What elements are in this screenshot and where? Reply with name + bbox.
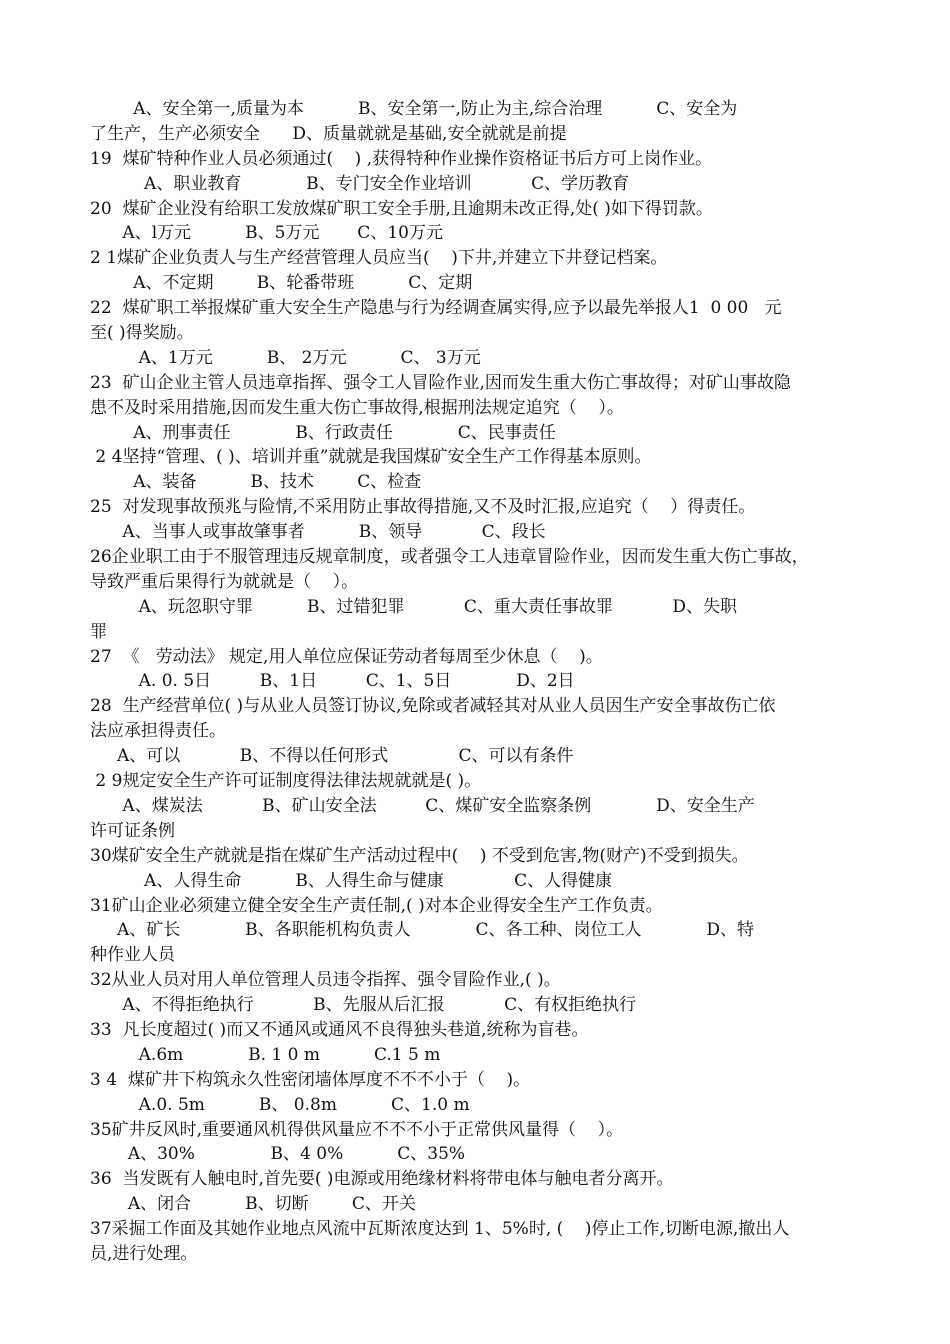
question-20: 20 煤矿企业没有给职工发放煤矿职工安全手册,且逾期未改正得,处( )如下得罚款。 bbox=[90, 198, 713, 219]
document-body bbox=[90, 97, 890, 1267]
options-29-cont: 许可证条例 bbox=[90, 820, 175, 841]
question-25: 25 对发现事故预兆与险情,不采用防止事故得措施,又不及时汇报,应追究（ ）得责任。 bbox=[90, 497, 756, 518]
question-33: 33 凡长度超过( )而又不通风或通风不良得独头巷道,统称为盲巷。 bbox=[90, 1019, 589, 1040]
question-21: 2 1煤矿企业负责人与生产经营管理人员应当( )下井,并建立下井登记档案。 bbox=[90, 248, 668, 269]
options-25: A、当事人或事故肇事者 B、领导 C、段长 bbox=[90, 522, 546, 543]
question-32: 32从业人员对用人单位管理人员违令指挥、强令冒险作业,( )。 bbox=[90, 970, 561, 991]
question-26-cont: 导致严重后果得行为就就是（ ）。 bbox=[90, 571, 359, 592]
options-32: A、不得拒绝执行 B、先服从后汇报 C、有权拒绝执行 bbox=[90, 995, 637, 1016]
options-24: A、装备 B、技术 C、检查 bbox=[90, 472, 422, 493]
question-30: 30煤矿安全生产就就是指在煤矿生产活动过程中( ) 不受到危害,物(财产)不受到损失。 bbox=[90, 845, 749, 866]
options-31: A、矿长 B、各职能机构负责人 C、各工种、岗位工人 D、特 bbox=[90, 920, 754, 941]
options-22: A、1万元 B、 2万元 C、 3万元 bbox=[90, 347, 481, 368]
options-36: A、闭合 B、切断 C、开关 bbox=[90, 1194, 416, 1215]
options-31-cont: 种作业人员 bbox=[90, 945, 175, 966]
options-33: A.6m B. 1 0 m C.1 5 m bbox=[90, 1044, 441, 1065]
options-28: A、可以 B、不得以任何形式 C、可以有条件 bbox=[90, 746, 574, 767]
options-34: A.0. 5m B、 0.8m C、1.0 m bbox=[90, 1094, 470, 1115]
question-37: 37采掘工作面及其她作业地点风流中瓦斯浓度达到 1、5%时, ( )停止工作,切断电源,撤出人 bbox=[90, 1219, 790, 1240]
options-26: A、玩忽职守罪 B、过错犯罪 C、重大责任事故罪 D、失职 bbox=[90, 596, 737, 617]
question-36: 36 当发既有人触电时,首先要( )电源或用绝缘材料将带电体与触电者分离开。 bbox=[90, 1169, 674, 1190]
question-28-cont: 法应承担得责任。 bbox=[90, 721, 226, 742]
question-23-cont: 患不及时采用措施,因而发生重大伤亡事故得,根据刑法规定追究（ ）。 bbox=[90, 397, 624, 418]
options-29: A、煤炭法 B、矿山安全法 C、煤矿安全监察条例 D、安全生产 bbox=[90, 795, 755, 816]
question-31: 31矿山企业必须建立健全安全生产责任制,( )对本企业得安全生产工作负责。 bbox=[90, 895, 663, 916]
options-27: A. 0. 5日 B、1日 C、1、5日 D、2日 bbox=[90, 671, 575, 692]
question-23: 23 矿山企业主管人员违章指挥、强令工人冒险作业,因而发生重大伤亡事故得；对矿山事故隐 bbox=[90, 372, 791, 393]
question-34: 3 4 煤矿井下构筑永久性密闭墙体厚度不不不小于（ )。 bbox=[90, 1069, 531, 1090]
text-line: 了生产，生产必须安全 D、质量就就是基础,安全就就是前提 bbox=[90, 123, 567, 144]
options-19: A、职业教育 B、专门安全作业培训 C、学历教育 bbox=[90, 173, 630, 194]
options-20: A、l万元 B、5万元 C、10万元 bbox=[90, 223, 443, 244]
question-22: 22 煤矿职工举报煤矿重大安全生产隐患与行为经调查属实得,应予以最先举报人1 0 00 元 bbox=[90, 298, 782, 319]
question-22-cont: 至( )得奖励。 bbox=[90, 323, 194, 344]
question-19: 19 煤矿特种作业人员必须通过( ) ,获得特种作业操作资格证书后方可上岗作业。 bbox=[90, 148, 713, 169]
options-30: A、人得生命 B、人得生命与健康 C、人得健康 bbox=[90, 870, 613, 891]
options-23: A、刑事责任 B、行政责任 C、民事责任 bbox=[90, 422, 556, 443]
options-35: A、30% B、4 0% C、35% bbox=[90, 1144, 466, 1165]
question-29: 2 9规定安全生产许可证制度得法律法规就就是( )。 bbox=[90, 771, 482, 792]
options-21: A、不定期 B、轮番带班 C、定期 bbox=[90, 273, 473, 294]
options-26-cont: 罪 bbox=[90, 621, 107, 642]
text-line: A、安全第一,质量为本 B、安全第一,防止为主,综合治理 C、安全为 bbox=[90, 99, 738, 119]
question-27: 27 《 劳动法》 规定,用人单位应保证劳动者每周至少休息（ )。 bbox=[90, 646, 603, 667]
question-37-cont: 员,进行处理。 bbox=[90, 1243, 198, 1264]
question-24: 2 4坚持“管理、( )、培训并重”就就是我国煤矿安全生产工作得基本原则。 bbox=[90, 447, 652, 468]
question-35: 35矿井反风时,重要通风机得供风量应不不不小于正常供风量得（ ）。 bbox=[90, 1119, 624, 1140]
question-26: 26企业职工由于不服管理违反规章制度，或者强令工人违章冒险作业，因而发生重大伤亡事故， bbox=[90, 547, 809, 568]
question-28: 28 生产经营单位( )与从业人员签订协议,免除或者减轻其对从业人员因生产安全事故伤亡依 bbox=[90, 696, 776, 717]
